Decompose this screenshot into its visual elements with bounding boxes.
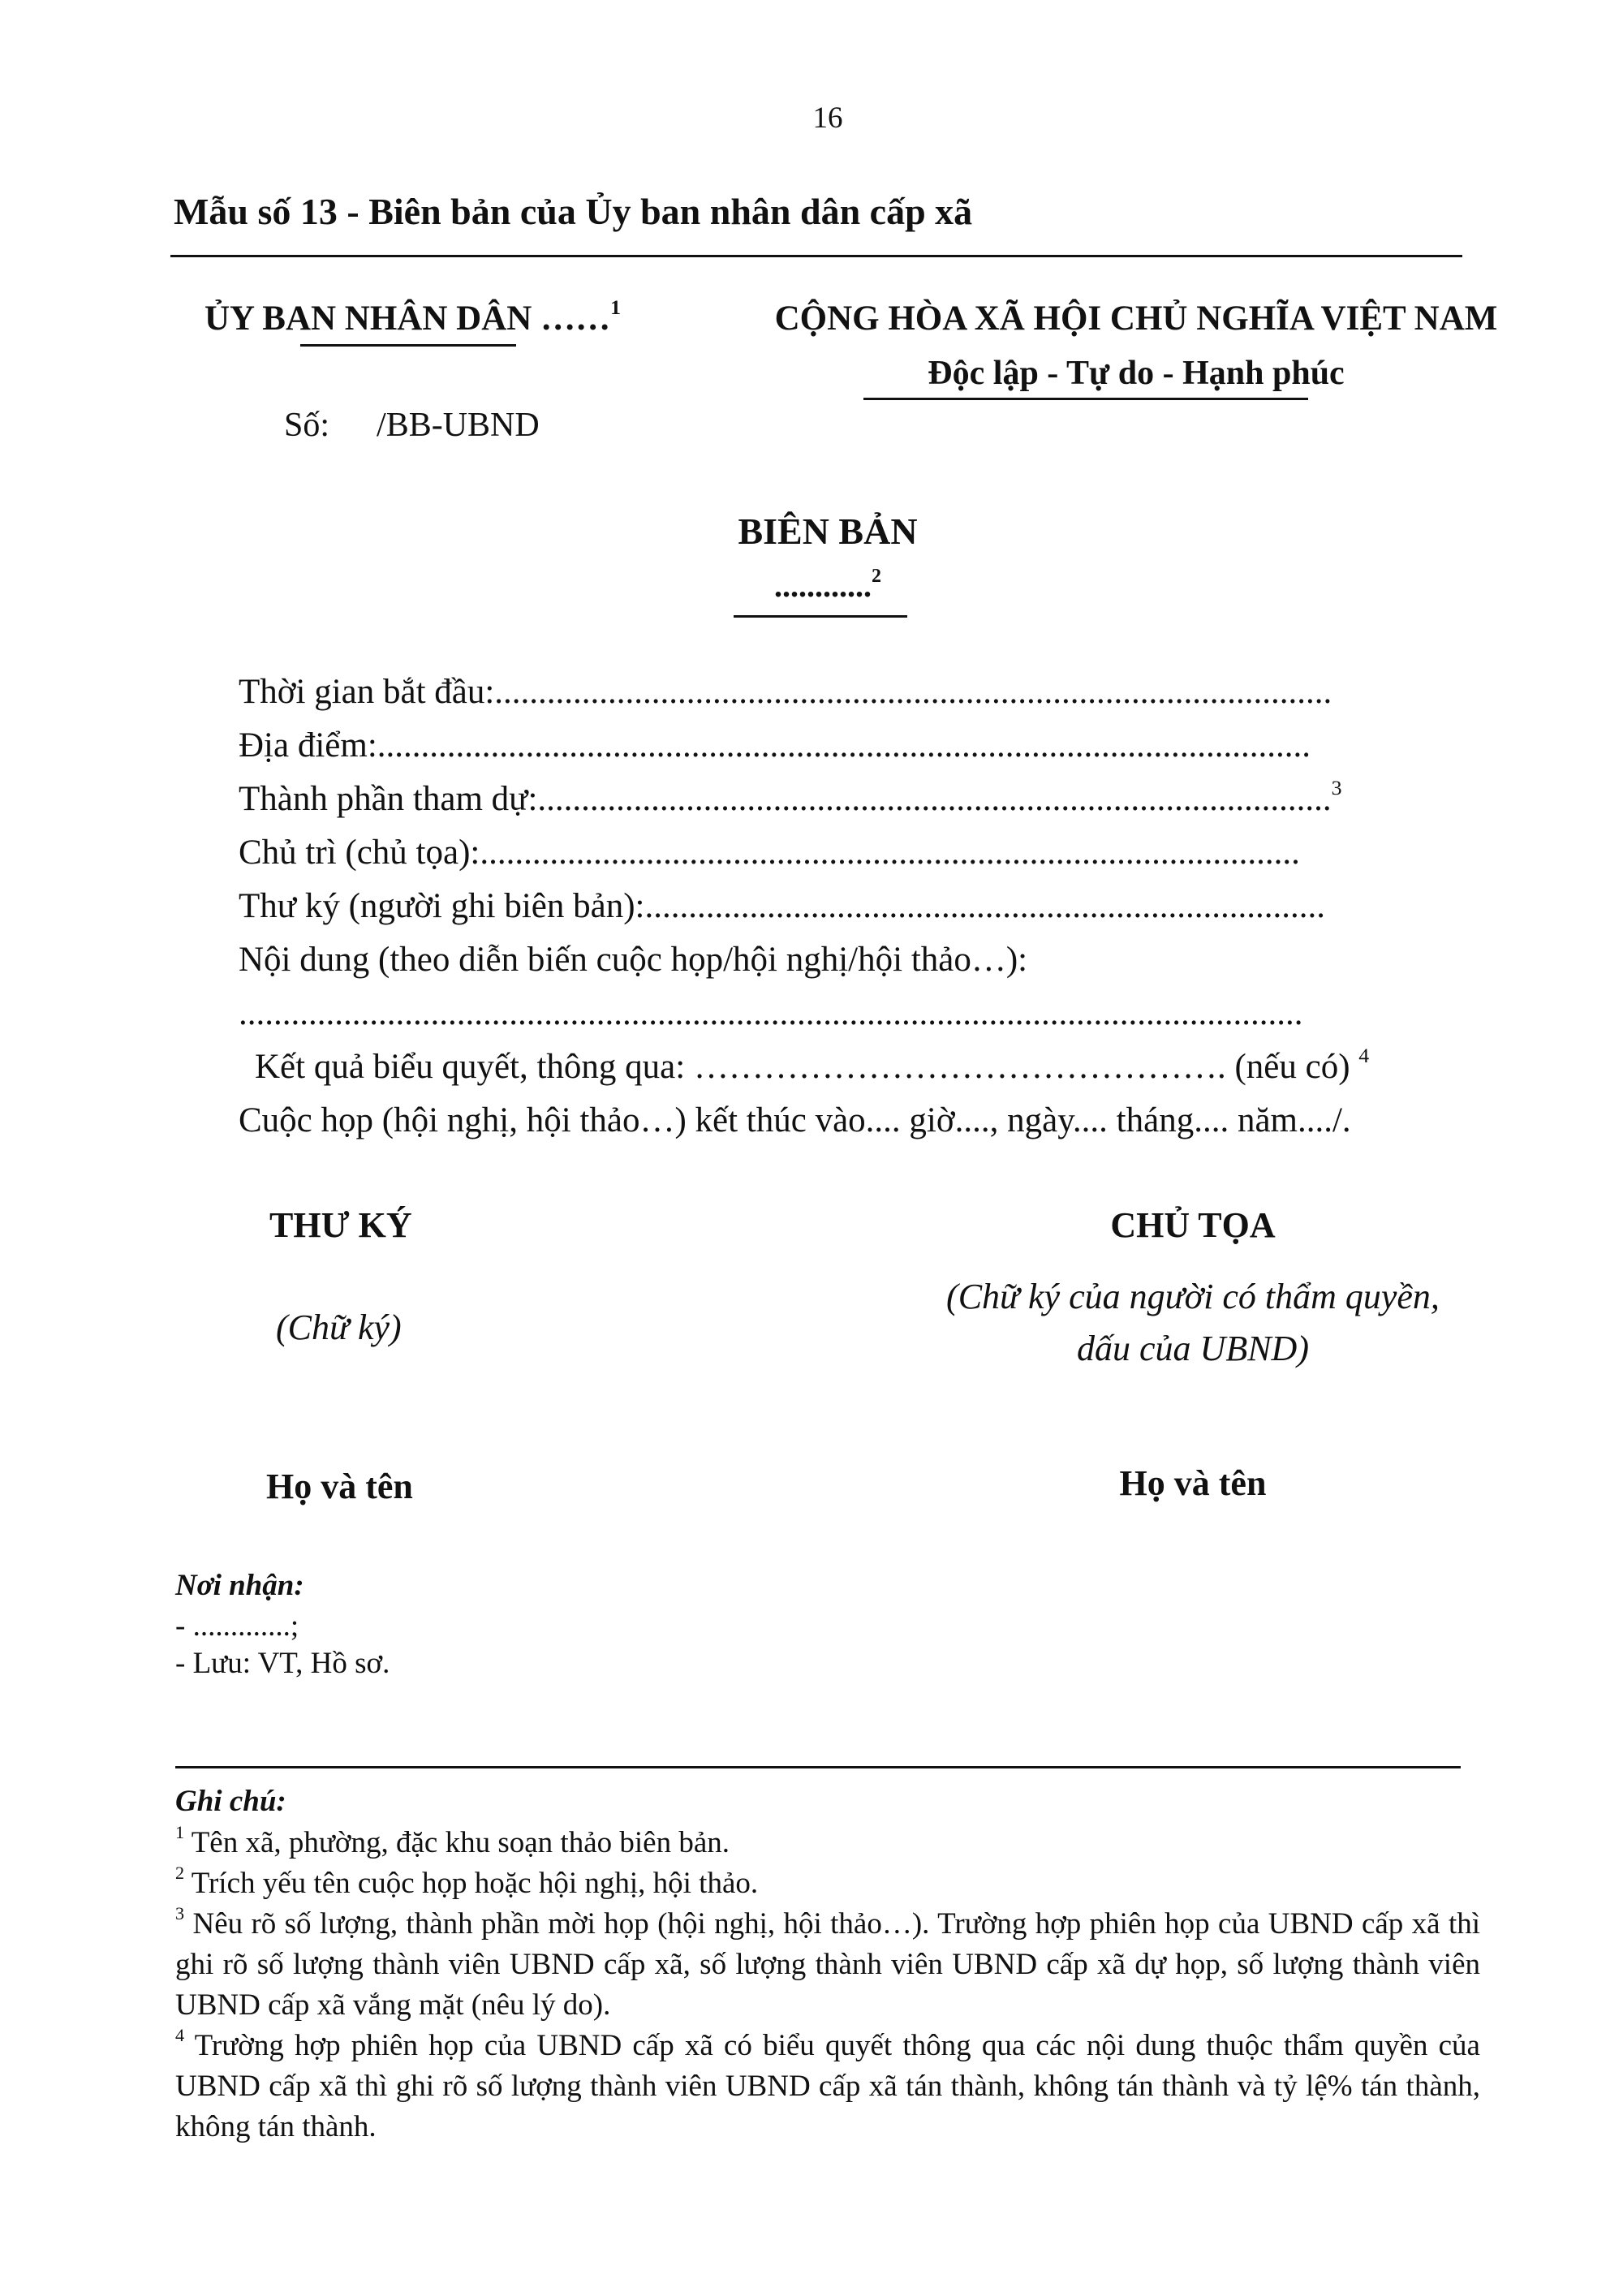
footnote-ref-4: 4 bbox=[1358, 1043, 1370, 1067]
recipients-label: Nơi nhận: bbox=[175, 1569, 304, 1602]
number-prefix: Số: bbox=[284, 407, 330, 444]
number-suffix: /BB-UBND bbox=[377, 407, 540, 444]
recipient-line: - Lưu: VT, Hồ sơ. bbox=[175, 1647, 390, 1680]
secretary-signature-hint: (Chữ ký) bbox=[276, 1307, 402, 1347]
field-attendees: Thành phần tham dự:...........................................................................................$^3$ bbox=[239, 775, 1342, 818]
document-title: BIÊN BẢN bbox=[738, 510, 918, 552]
title-divider bbox=[170, 255, 1462, 257]
nation-name: CỘNG HÒA XÃ HỘI CHỦ NGHĨA VIỆT NAM bbox=[774, 299, 1498, 338]
note-number: 4 bbox=[175, 2025, 185, 2046]
agency-name: ỦY BAN NHÂN DÂN ……$^1$ bbox=[204, 295, 621, 338]
national-motto: Độc lập - Tự do - Hạnh phúc bbox=[928, 355, 1345, 392]
chair-seal-hint: dấu của UBND) bbox=[1077, 1329, 1309, 1368]
note-item: $^2$ Trích yếu tên cuộc họp hoặc hội nghị, hội thảo. bbox=[175, 1863, 759, 1900]
page-number: 16 bbox=[812, 101, 843, 135]
note-item: $^3$ Nêu rõ số lượng, thành phần mời họp (hội nghị, hội thảo…). Trường hợp phiên họp của UBND cấp xã thì ghi rõ số lượng thành viên UBND cấp xã, số lượng thành viên UBND cấp xã dự họp, số lượng thành viên UBND cấp xã vắng mặt (nêu lý do). bbox=[175, 1903, 1480, 2022]
footnote-ref-2: 2 bbox=[872, 566, 881, 588]
footnote-ref-1: 1 bbox=[610, 295, 621, 319]
notes-label: Ghi chú: bbox=[175, 1785, 286, 1818]
note-number: 3 bbox=[175, 1903, 185, 1924]
secretary-name-label: Họ và tên bbox=[266, 1467, 413, 1506]
agency-underline bbox=[300, 344, 516, 347]
recipient-line: - .............; bbox=[175, 1609, 299, 1643]
chair-title: CHỦ TỌA bbox=[1110, 1205, 1276, 1245]
chair-name-label: Họ và tên bbox=[1119, 1463, 1267, 1503]
chair-signature-hint: (Chữ ký của người có thẩm quyền, bbox=[946, 1277, 1440, 1316]
field-content: Nội dung (theo diễn biến cuộc họp/hội nghị/hội thảo…): bbox=[239, 941, 1028, 979]
field-chair: Chủ trì (chủ tọa):.............................................................................................. bbox=[239, 834, 1300, 872]
field-content-dots: .......................................................................................................................... bbox=[239, 994, 1303, 1032]
field-closing: Cuộc họp (hội nghị, hội thảo…) kết thúc vào.... giờ...., ngày.... tháng.... năm..../. bbox=[239, 1101, 1351, 1139]
secretary-title: THƯ KÝ bbox=[269, 1205, 412, 1245]
document-subtitle: ............$^2$ bbox=[774, 566, 881, 604]
title-underline bbox=[734, 615, 907, 618]
notes-divider bbox=[175, 1766, 1461, 1768]
form-title: Mẫu số 13 - Biên bản của Ủy ban nhân dân cấp xã bbox=[174, 191, 973, 232]
field-vote-result: Kết quả biểu quyết, thông qua: ………………………………………. (nếu có) $^4$ bbox=[255, 1043, 1370, 1086]
footnote-ref-3: 3 bbox=[1331, 775, 1342, 799]
note-item: $^4$ Trường hợp phiên họp của UBND cấp xã có biểu quyết thông qua các nội dung thuộc thẩm quyền của UBND cấp xã thì ghi rõ số lượng thành viên UBND cấp xã tán thành, không tán thành và tỷ lệ% tán thành, không tán thành. bbox=[175, 2025, 1480, 2143]
document-number bbox=[284, 406, 540, 445]
field-secretary: Thư ký (người ghi biên bản):.............................................................................. bbox=[239, 887, 1325, 925]
note-number: 1 bbox=[175, 1822, 185, 1843]
note-number: 2 bbox=[175, 1863, 185, 1884]
field-start-time: Thời gian bắt đầu:................................................................................................ bbox=[239, 673, 1332, 711]
motto-underline bbox=[863, 398, 1308, 400]
note-item: $^1$ Tên xã, phường, đặc khu soạn thảo biên bản. bbox=[175, 1822, 730, 1859]
field-location: Địa điểm:........................................................................................................... bbox=[239, 726, 1311, 765]
